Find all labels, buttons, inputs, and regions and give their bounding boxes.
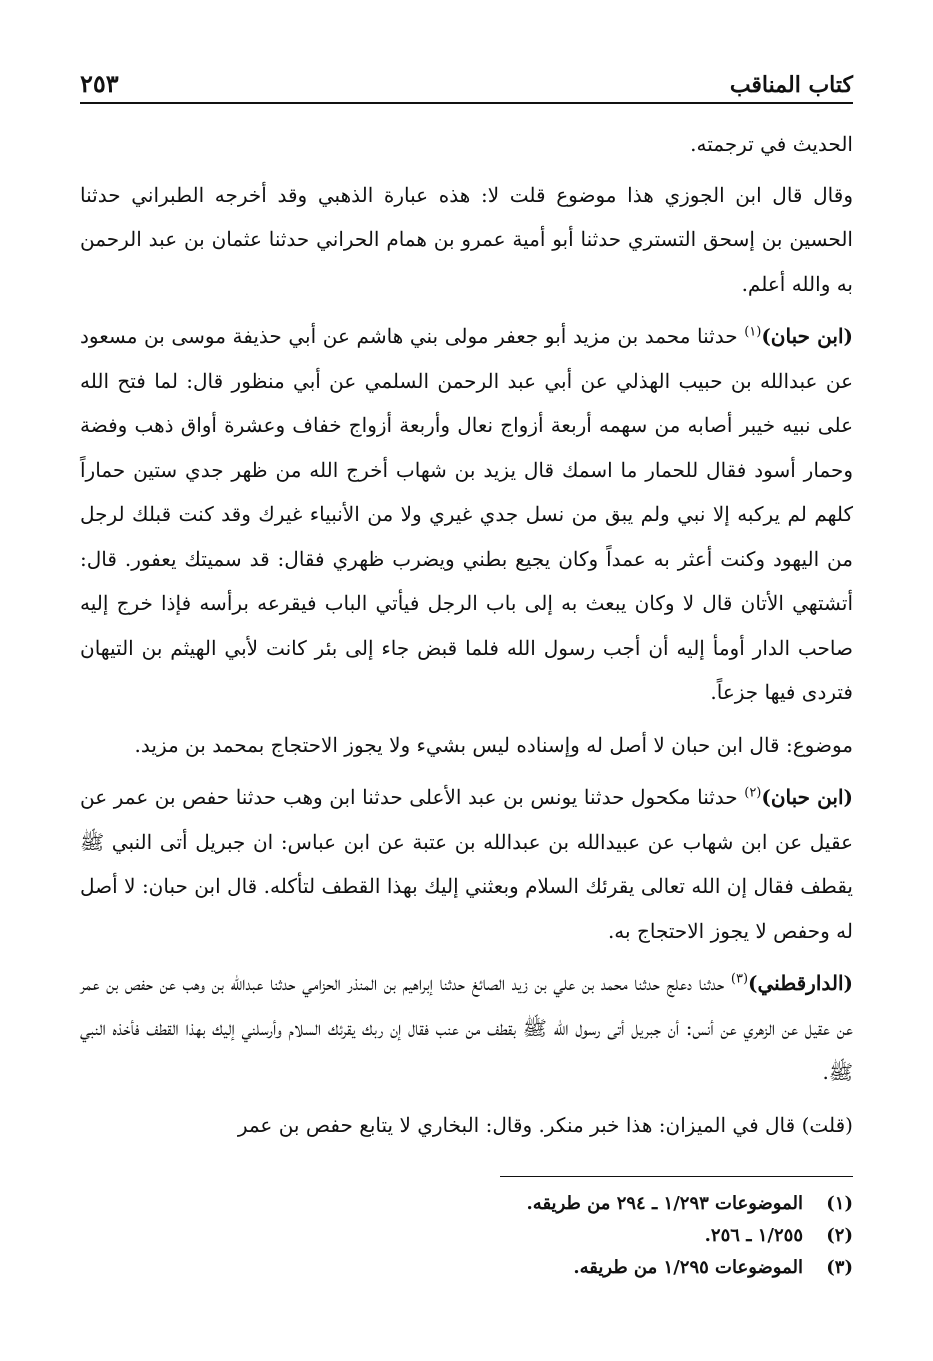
footnote-text: الموضوعات ١/٢٩٥ من طريقه.	[573, 1257, 803, 1278]
paragraph	[80, 1103, 853, 1148]
footnote-ref: (٣)	[730, 971, 749, 987]
paragraph	[80, 961, 853, 1095]
footnote-divider	[500, 1176, 853, 1177]
footnote	[80, 1252, 853, 1284]
paragraph-text: حدثنا مكحول حدثنا يونس بن عبد الأعلى حدثنا ابن وهب حدثنا حفص بن عمر عن عقيل عن ابن شهاب عن عبيدالله بن عبدالله بن عتبة عن ابن عباس: ان جبريل أتى النبي ﷺ يقطف فقال إن الله تعالى يقرئك السلام وبعثني إليك بهذا القطف لتأكله. قال ابن حبان: لا أصل له وحفص لا يجوز الاحتجاج به.	[80, 785, 853, 943]
paragraph-text: (قلت) قال في الميزان: هذا خبر منكر. وقال: البخاري لا يتابع حفص بن عمر	[237, 1112, 853, 1137]
paragraph	[80, 314, 853, 715]
paragraph-text: حدثنا دعلج حدثنا محمد بن علي بن زيد الصائغ حدثنا إبراهيم بن المنذر الحزامي حدثنا عبدالله بن وهب عن حفص بن عمر عن عقيل عن الزهري عن أنس: أن جبريل أتى رسول الله ﷺ بقطف من عنب فقال إن ربك يقرئك السلام وأرسلني إليك بهذا القطف فأخذه النبي ﷺ.	[80, 971, 853, 1084]
paragraph-text: الحديث في ترجمته.	[690, 132, 853, 156]
main-text	[80, 122, 853, 1155]
paragraph	[80, 723, 853, 768]
paragraph-text: موضوع: قال ابن حبان لا أصل له وإسناده ليس بشيء ولا يجوز الاحتجاج بمحمد بن مزيد.	[134, 732, 853, 757]
footnote	[80, 1220, 853, 1252]
paragraph	[80, 775, 853, 953]
footnote-number: (٣)	[826, 1257, 853, 1278]
paragraph	[80, 173, 853, 307]
footnote	[80, 1188, 853, 1220]
paragraph	[80, 122, 853, 167]
footnote-text: الموضوعات ١/٢٩٣ ـ ٢٩٤ من طريقه.	[526, 1193, 803, 1214]
footnotes	[80, 1188, 853, 1284]
footnote-text: ١/٢٥٥ ـ ٢٥٦.	[704, 1225, 803, 1246]
footnote-ref: (١)	[744, 324, 762, 340]
paragraph-text: حدثنا محمد بن مزيد أبو جعفر مولى بني هاشم عن أبي حذيفة موسى بن مسعود عن عبدالله بن حبيب الهذلي عن أبي عبد الرحمن السلمي عن أبي منظور قال: لما فتح الله على نبيه خيبر أصابه من سهمه أربعة أزواج نعال وأربعة أزواج خفاف وعشرة أواق ذهب وفضة وحمار أسود فقال للحمار ما اسمك قال يزيد بن شهاب أخرج الله من ظهر جدي ستين حماراً كلهم لم يركبه إلا نبي ولم يبق من نسل جدي غيري ولا من الأنبياء غيرك وقد كنت قبلك لرجل من اليهود وكنت أعثر به عمداً وكان يجيع بطني ويضرب ظهري فقال: قد سميتك يعفور. قال: أتشتهي الأتان قال لا وكان يبعث به إلى باب الرجل فيأتي الباب فيقرعه برأسه فإذا خرج إليه صاحب الدار أومأ إليه أن أجب رسول الله فلما قبض جاء إلى بئر كانت لأبي الهيثم بن التيهان فتردى فيها جزعاً.	[80, 324, 853, 704]
running-title: كتاب المناقب	[729, 72, 853, 98]
page-header	[80, 64, 853, 104]
hadith-source: (ابن حبان)	[761, 324, 853, 348]
footnote-number: (٢)	[826, 1225, 853, 1246]
footnote-ref: (٢)	[744, 785, 762, 801]
hadith-source: (ابن حبان)	[761, 785, 853, 809]
paragraph-text: وقال قال ابن الجوزي هذا موضوع قلت لا: هذه عبارة الذهبي وقد أخرجه الطبراني حدثنا الحسين بن إسحق التستري حدثنا أبو أمية عمرو بن همام الحراني حدثنا عثمان بن عبد الرحمن به والله أعلم.	[80, 182, 853, 296]
page-number: ٢٥٣	[80, 69, 119, 98]
footnote-number: (١)	[826, 1193, 853, 1214]
hadith-source: (الدارقطني)	[748, 971, 853, 995]
